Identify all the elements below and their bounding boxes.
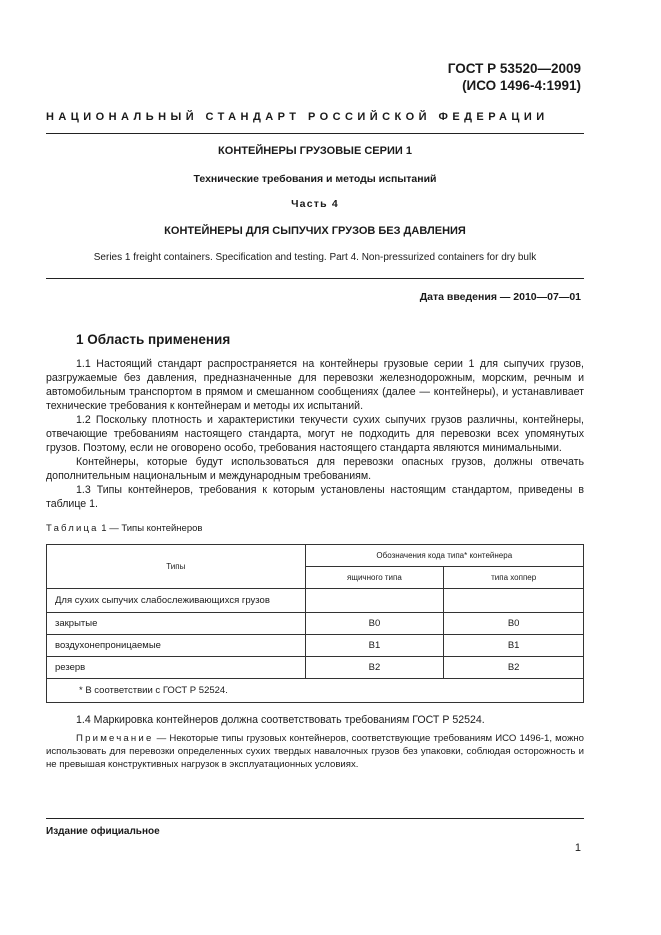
header-box-type: ящичного типа xyxy=(305,567,444,589)
standard-code: ГОСТ Р 53520—2009 xyxy=(447,61,581,76)
note: Примечание — Некоторые типы грузовых контейнеров, соответствующие требованиям ИСО 1496-1, можно использовать для перевозки определенных сухих твердых навалочных грузов без упаковки, соблюдая осторожность и не превышая конструктивных нагрузок в эксплуатационных условиях. xyxy=(46,733,584,770)
table-row: воздухонепроницаемые B1 B1 xyxy=(47,635,584,657)
header-divider xyxy=(46,133,584,134)
table-footnote: * В соответствии с ГОСТ Р 52524. xyxy=(47,679,584,703)
paragraph-1-3: 1.3 Типы контейнеров, требования к которым установлены настоящим стандартом, приведены в таблице 1. xyxy=(46,484,584,510)
paragraph-1-2: 1.2 Поскольку плотность и характеристики текучести сухих сыпучих грузов различны, контейнеры, отвечающие требованиям настоящего стандарта, могут не подходить для перевозки всех упомянутых грузов. Поэтому, если не оговорено особо, требования настоящего стандарта являются минимальными. xyxy=(46,414,584,454)
header-types: Типы xyxy=(47,545,306,589)
footer-divider xyxy=(46,818,584,819)
paragraph-1-2b: Контейнеры, которые будут использоваться для перевозки опасных грузов, должны отвечать дополнительным национальным и международным требованиям. xyxy=(46,456,584,482)
table-caption: Таблица 1 — Типы контейнеров xyxy=(46,523,203,534)
header-codes: Обозначения кода типа* контейнера xyxy=(305,545,583,567)
national-standard-banner: НАЦИОНАЛЬНЫЙ СТАНДАРТ РОССИЙСКОЙ ФЕДЕРАЦИИ xyxy=(46,111,549,123)
part-title: КОНТЕЙНЕРЫ ДЛЯ СЫПУЧИХ ГРУЗОВ БЕЗ ДАВЛЕНИЯ xyxy=(164,225,466,237)
table-row: закрытые B0 B0 xyxy=(47,613,584,635)
document-title: КОНТЕЙНЕРЫ ГРУЗОВЫЕ СЕРИИ 1 xyxy=(218,145,412,157)
table-row: резерв B2 B2 xyxy=(47,657,584,679)
section-heading: 1 Область применения xyxy=(76,332,231,347)
paragraph-1-1: 1.1 Настоящий стандарт распространяется на контейнеры грузовые серии 1 для сыпучих грузов, разгружаемые без давления, предназначенные для перевозки железнодорожным, морским, речным и автомобильным транспортом в прямом и смешанном сообщениях (далее — контейнеры), и устанавливает технические требования к контейнерам и методы их испытаний. xyxy=(46,358,584,412)
container-types-table xyxy=(46,544,584,703)
page-number: 1 xyxy=(574,842,581,854)
english-title: Series 1 freight containers. Specification and testing. Part 4. Non-pressurized containers for dry bulk xyxy=(93,252,537,263)
effective-date: Дата введения — 2010—07—01 xyxy=(419,291,581,303)
table-group-label: Для сухих сыпучих слабослеживающихся грузов xyxy=(47,589,306,613)
edition-label: Издание официальное xyxy=(46,826,160,837)
title-divider xyxy=(46,278,584,279)
document-subtitle: Технические требования и методы испытаний xyxy=(193,173,437,185)
iso-code: (ИСО 1496-4:1991) xyxy=(462,78,581,93)
part-number: Часть 4 xyxy=(291,198,339,210)
header-hopper-type: типа хоппер xyxy=(444,567,584,589)
paragraph-1-4: 1.4 Маркировка контейнеров должна соответствовать требованиям ГОСТ Р 52524. xyxy=(76,714,485,726)
